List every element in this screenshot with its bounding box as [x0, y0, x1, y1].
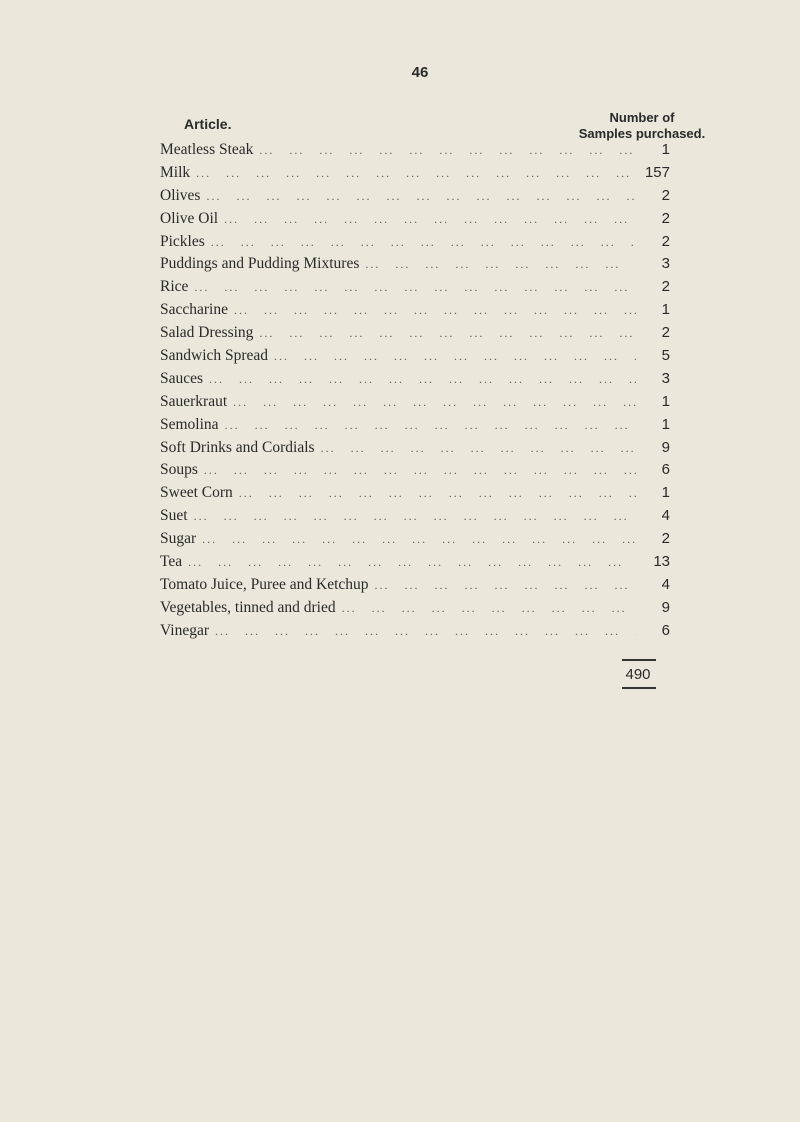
table-row: [160, 164, 670, 187]
table-row: [160, 233, 670, 256]
leader-dots: [194, 509, 636, 524]
table-row: [160, 210, 670, 233]
table-row: [160, 599, 670, 622]
article-name: Tea: [160, 553, 183, 571]
article-name: Rice: [160, 278, 189, 296]
leader-dots: [206, 189, 636, 204]
leader-dots: [215, 624, 636, 639]
article-name: Meatless Steak: [160, 141, 254, 158]
sample-count: 13: [653, 553, 670, 571]
article-name: Saccharine: [160, 301, 228, 319]
table-row: [160, 622, 670, 645]
leader-dots: [274, 349, 636, 364]
sample-count: 1: [661, 484, 670, 502]
leader-dots: [375, 578, 636, 593]
article-name: Olives: [160, 186, 201, 204]
leader-dots: [211, 235, 636, 250]
leader-dots: [342, 601, 636, 616]
leader-dots: [365, 257, 636, 272]
table-row: [160, 576, 670, 599]
total-rule-top: [622, 659, 656, 661]
table-row: [160, 324, 670, 347]
table-row: [160, 439, 670, 462]
article-name: Vinegar: [160, 621, 209, 639]
article-name: Suet: [160, 507, 188, 525]
table-row: [160, 507, 670, 530]
leader-dots: [259, 326, 636, 341]
article-name: Soft Drinks and Cordials: [160, 438, 315, 456]
leader-dots: [321, 441, 636, 456]
leader-dots: [196, 166, 636, 181]
sample-count: 3: [661, 369, 670, 387]
article-name: Soups: [160, 461, 198, 479]
article-name: Sauerkraut: [160, 392, 228, 410]
sample-count: 9: [661, 438, 670, 456]
sample-count: 4: [661, 575, 670, 593]
sample-count: 157: [644, 163, 670, 181]
article-name: Milk: [160, 163, 191, 181]
table-row: [160, 255, 670, 278]
samples-column-header: [568, 110, 716, 142]
sample-count: 3: [661, 255, 670, 273]
table-row: [160, 301, 670, 324]
article-name: Sandwich Spread: [160, 347, 269, 365]
page-number: 46: [411, 64, 429, 81]
sample-count: 1: [661, 141, 670, 158]
sample-count: 5: [661, 347, 670, 365]
leader-dots: [225, 418, 636, 433]
sample-count: 1: [661, 301, 670, 319]
sample-count: 9: [661, 598, 670, 616]
table-row: [160, 278, 670, 301]
article-name: Pickles: [160, 232, 205, 250]
table-row: [160, 416, 670, 439]
leader-dots: [233, 395, 636, 410]
table-row: [160, 393, 670, 416]
table-row: [160, 461, 670, 484]
sample-count: 2: [661, 324, 670, 342]
leader-dots: [234, 303, 636, 318]
sample-count: 6: [661, 461, 670, 479]
table-row: [160, 484, 670, 507]
table-row: [160, 530, 670, 553]
total-rule-bottom: [622, 687, 656, 689]
sample-count: 2: [661, 186, 670, 204]
article-column-header: Article.: [184, 116, 232, 132]
samples-table: [160, 141, 670, 645]
table-row: [160, 141, 670, 164]
table-row: [160, 370, 670, 393]
article-name: Puddings and Pudding Mixtures: [160, 255, 360, 273]
leader-dots: [239, 486, 636, 501]
article-name: Sweet Corn: [160, 484, 233, 502]
leader-dots: [224, 212, 636, 227]
samples-header-line1: Number of: [609, 110, 675, 125]
table-row: [160, 187, 670, 210]
total-value: 490: [625, 666, 651, 683]
sample-count: 2: [661, 278, 670, 296]
sample-count: 2: [661, 209, 670, 227]
article-name: Olive Oil: [160, 209, 219, 227]
article-name: Salad Dressing: [160, 324, 254, 342]
leader-dots: [259, 143, 636, 158]
article-name: Sauces: [160, 369, 204, 387]
article-name: Sugar: [160, 530, 197, 548]
table-row: [160, 347, 670, 370]
article-name: Tomato Juice, Puree and Ketchup: [160, 575, 369, 593]
leader-dots: [188, 555, 636, 570]
leader-dots: [209, 372, 636, 387]
sample-count: 6: [661, 621, 670, 639]
sample-count: 1: [661, 415, 670, 433]
sample-count: 2: [661, 530, 670, 548]
leader-dots: [202, 532, 636, 547]
sample-count: 2: [661, 232, 670, 250]
table-row: [160, 553, 670, 576]
article-name: Vegetables, tinned and dried: [160, 598, 336, 616]
leader-dots: [204, 463, 636, 478]
leader-dots: [194, 280, 636, 295]
sample-count: 1: [661, 392, 670, 410]
sample-count: 4: [661, 507, 670, 525]
samples-header-line2: Samples purchased.: [578, 126, 706, 141]
article-name: Semolina: [160, 415, 219, 433]
